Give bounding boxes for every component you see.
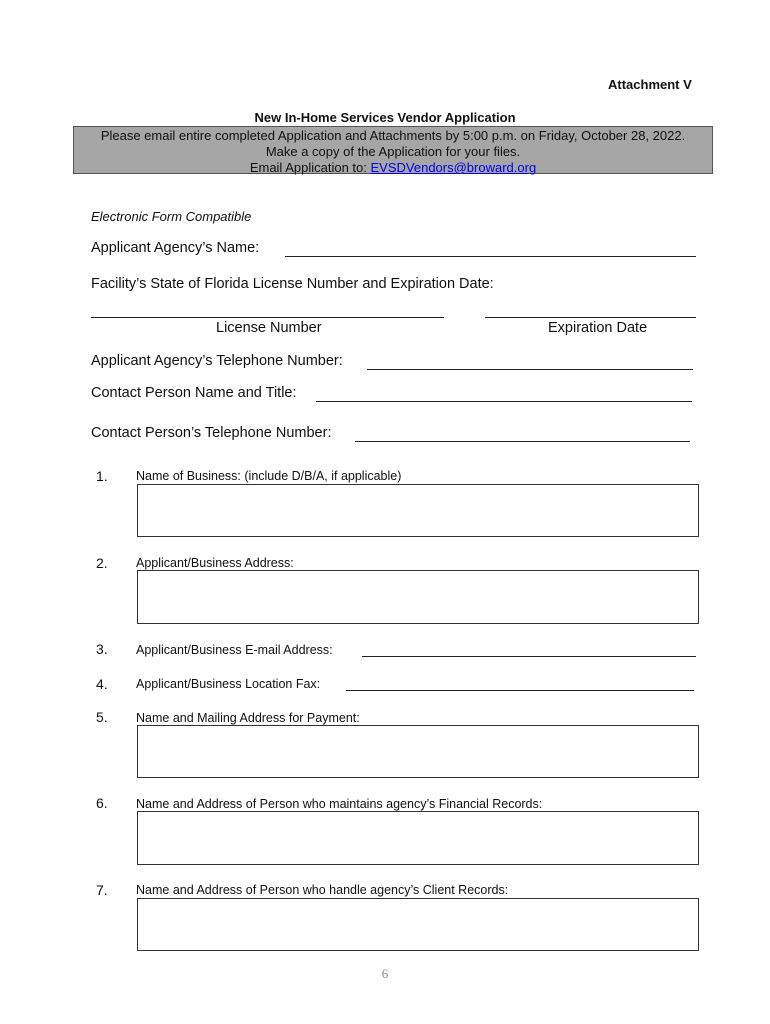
item-4-label: Applicant/Business Location Fax: — [136, 677, 321, 691]
item-6-number: 6. — [96, 795, 108, 811]
item-7-label: Name and Address of Person who handle agency’s Client Records: — [136, 883, 509, 897]
client-records-box[interactable] — [137, 898, 699, 951]
expiration-date-field[interactable] — [485, 317, 696, 318]
item-5-label: Name and Mailing Address for Payment: — [136, 711, 360, 725]
document-title: New In-Home Services Vendor Application — [254, 110, 516, 125]
item-2-label: Applicant/Business Address: — [136, 556, 294, 570]
instructions-banner — [73, 126, 713, 174]
license-number-field[interactable] — [91, 317, 444, 318]
item-6-label: Name and Address of Person who maintains agency’s Financial Records: — [136, 797, 543, 811]
expiration-date-caption: Expiration Date — [548, 320, 648, 336]
item-5-number: 5. — [96, 709, 108, 725]
contact-person-field[interactable] — [316, 401, 692, 402]
item-3-number: 3. — [96, 641, 108, 657]
agency-name-field[interactable] — [285, 256, 696, 257]
license-number-caption: License Number — [216, 320, 322, 336]
telephone-field[interactable] — [367, 369, 693, 370]
contact-phone-field[interactable] — [355, 441, 690, 442]
financial-records-box[interactable] — [137, 811, 699, 865]
page-number: 6 — [381, 966, 389, 981]
banner-line-2: Make a copy of the Application for your files. — [265, 144, 521, 159]
payment-address-box[interactable] — [137, 725, 699, 778]
item-4-number: 4. — [96, 676, 108, 692]
business-address-box[interactable] — [137, 570, 699, 624]
agency-name-label: Applicant Agency’s Name: — [91, 240, 260, 256]
telephone-label: Applicant Agency’s Telephone Number: — [91, 353, 343, 369]
contact-phone-label: Contact Person’s Telephone Number: — [91, 425, 332, 441]
email-link[interactable]: EVSDVendors@broward.org — [370, 160, 537, 175]
attachment-label: Attachment V — [608, 77, 692, 92]
banner-line-1: Please email entire completed Application and Attachments by 5:00 p.m. on Friday, October 28, 2022. — [100, 128, 686, 143]
business-name-box[interactable] — [137, 484, 699, 537]
license-prompt: Facility’s State of Florida License Number and Expiration Date: — [91, 276, 494, 292]
item-1-number: 1. — [96, 468, 108, 484]
electronic-form-note: Electronic Form Compatible — [91, 209, 252, 224]
item-1-label: Name of Business: (include D/B/A, if applicable) — [136, 469, 402, 483]
banner-line-3 — [74, 160, 712, 176]
item-7-number: 7. — [96, 882, 108, 898]
item-3-label: Applicant/Business E-mail Address: — [136, 643, 333, 657]
location-fax-field[interactable] — [346, 690, 694, 691]
email-address-field[interactable] — [362, 656, 696, 657]
contact-person-label: Contact Person Name and Title: — [91, 385, 297, 401]
banner-email-prefix: Email Application to: — [249, 160, 371, 175]
item-2-number: 2. — [96, 555, 108, 571]
